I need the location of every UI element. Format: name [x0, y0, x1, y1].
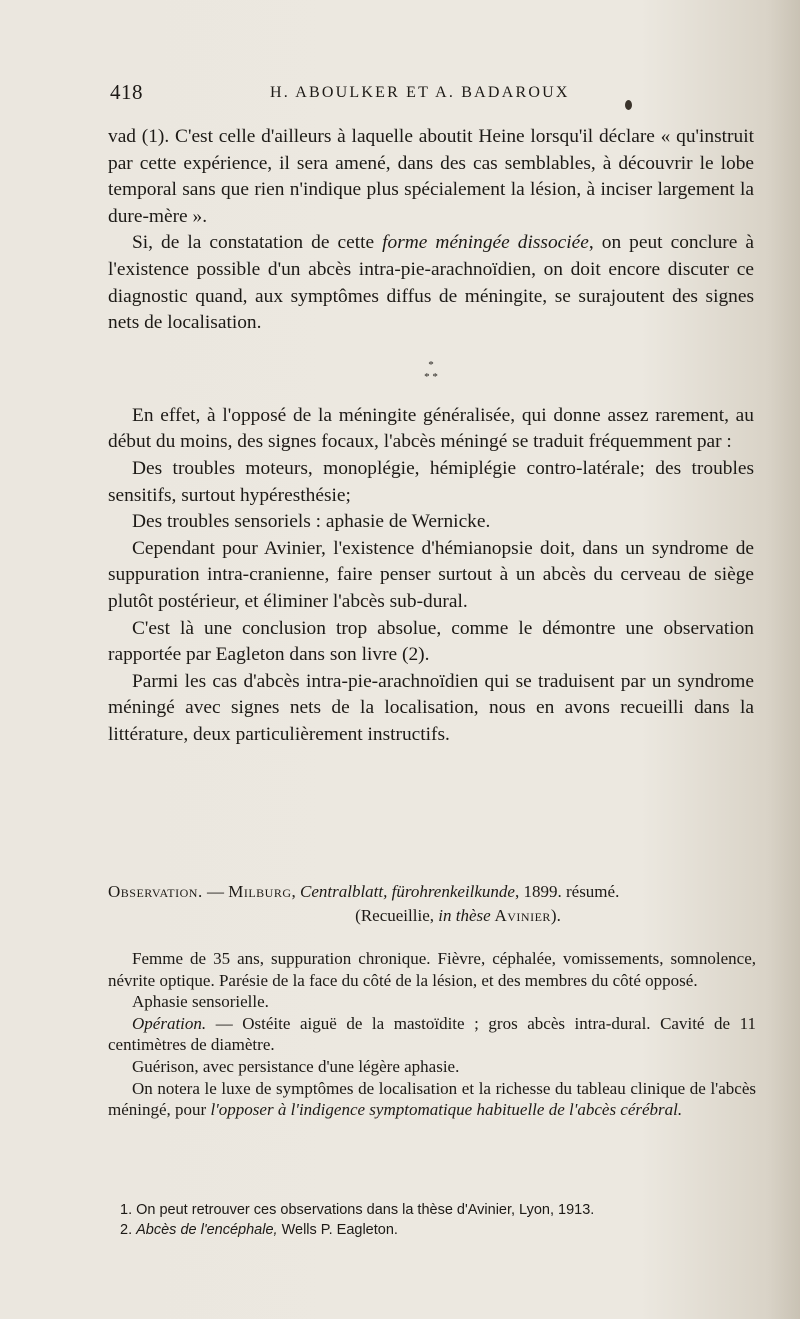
- case-paragraph-3: [108, 1013, 756, 1056]
- footnotes: [120, 1200, 760, 1240]
- paragraph-4: Des troubles moteurs, monoplégie, hémiplégie contro-latérale; des troubles sensitifs, surtout hypéresthésie;: [108, 457, 754, 506]
- page-number: 418: [110, 80, 143, 104]
- observation-collected-start: (Recueillie,: [355, 906, 439, 925]
- paragraph-2-emphasis: forme méningée dissociée: [382, 232, 589, 254]
- paragraph-2: [108, 230, 754, 336]
- paragraph-8: Parmi les cas d'abcès intra-pie-arachnoïdien qui se traduisent par un syndrome méningé avec signes nets de la localisation, nous en avons recueilli dans la littérature, deux particulièrement instructifs.: [108, 670, 754, 745]
- footnote-2-author: Wells P. Eagleton.: [277, 1222, 398, 1238]
- case-conclusion-emphasis: l'opposer à l'indigence symptomatique habituelle de l'abcès cérébral.: [210, 1100, 683, 1120]
- case-operation-text: — Ostéite aiguë de la mastoïdite ; gros abcès intra-dural. Cavité de 11 centimètres de diamètre.: [108, 1013, 756, 1055]
- footnote-2-title: Abcès de l'encéphale,: [136, 1222, 278, 1238]
- case-paragraph-4: Guérison, avec persistance d'une légère aphasie.: [132, 1056, 460, 1076]
- paragraph-3: En effet, à l'opposé de la méningite généralisée, qui donne assez rarement, au début du moins, des signes focaux, l'abcès méningé se traduit fréquemment par :: [108, 404, 754, 453]
- footnote-1: 1. On peut retrouver ces observations dans la thèse d'Avinier, Lyon, 1913.: [120, 1202, 595, 1218]
- separator-star-top: *: [428, 358, 434, 371]
- case-paragraph-2: Aphasie sensorielle.: [132, 992, 269, 1012]
- observation-collected-in: in thèse: [438, 906, 491, 925]
- case-operation-label: Opération.: [132, 1013, 207, 1033]
- case-paragraph-5: [108, 1078, 756, 1121]
- case-conclusion-start: On notera le luxe de symptômes de localisation et la richesse du tableau clinique de l'abcès méningé, pour: [108, 1078, 756, 1120]
- case-paragraph-1: Femme de 35 ans, suppuration chronique. Fièvre, céphalée, vomissements, somnolence, névrite optique. Parésie de la face du côté de la lésion, et des membres du côté opposé.: [108, 949, 756, 990]
- observation-journal: Centralblatt, fürohrenkeilkunde: [300, 882, 515, 901]
- observation-label: Observation.: [108, 882, 203, 901]
- paragraph-5: Des troubles sensoriels : aphasie de Wernicke.: [132, 511, 491, 533]
- case-report: [108, 948, 756, 1121]
- observation-collected-end: ).: [550, 906, 561, 925]
- running-head: H. ABOULKER ET A. BADAROUX: [270, 84, 570, 101]
- paragraph-2-end: , on peut conclure à l'existence possible d'un abcès intra-pie-arachnoïdien, on doit encore discuter ce diagnostic quand, aux symptômes diffus de méningite, se surajoutent des signes nets de localisation.: [108, 232, 755, 334]
- observation-author: Milburg: [228, 882, 292, 901]
- body-text: [108, 124, 754, 748]
- paragraph-1: vad (1). C'est celle d'ailleurs à laquelle aboutit Heine lorsqu'il déclare « qu'instruit par cette expérience, il sera amené, dans des cas semblables, à découvrir le lobe temporal sans que rien n'indique plus spécialement la lésion, à inciser largement la dure-mère ».: [108, 126, 754, 227]
- paragraph-7: C'est là une conclusion trop absolue, comme le démontre une observation rapportée par Eagleton dans son livre (2).: [108, 617, 754, 666]
- observation-year: , 1899. résumé.: [514, 882, 620, 901]
- observation-collected-author: Avinier: [490, 906, 551, 925]
- ink-dot: [625, 100, 632, 110]
- paragraph-6: Cependant pour Avinier, l'existence d'hémianopsie doit, dans un syndrome de suppuration intra-cranienne, faire penser surtout à un abcès du cerveau de siège plutôt postérieur, et éliminer l'abcès sub-dural.: [108, 537, 754, 612]
- separator-stars-bottom: * *: [424, 370, 438, 383]
- section-separator: [108, 359, 754, 383]
- observation-source: [108, 904, 768, 928]
- page-header: [110, 80, 770, 110]
- paragraph-2-start: Si, de la constatation de cette: [132, 232, 383, 254]
- footnote-2: [120, 1220, 760, 1240]
- observation-heading: [108, 880, 768, 928]
- footnote-2-number: 2.: [120, 1222, 137, 1238]
- observation-comma: ,: [291, 882, 300, 901]
- observation-dash: —: [202, 882, 229, 901]
